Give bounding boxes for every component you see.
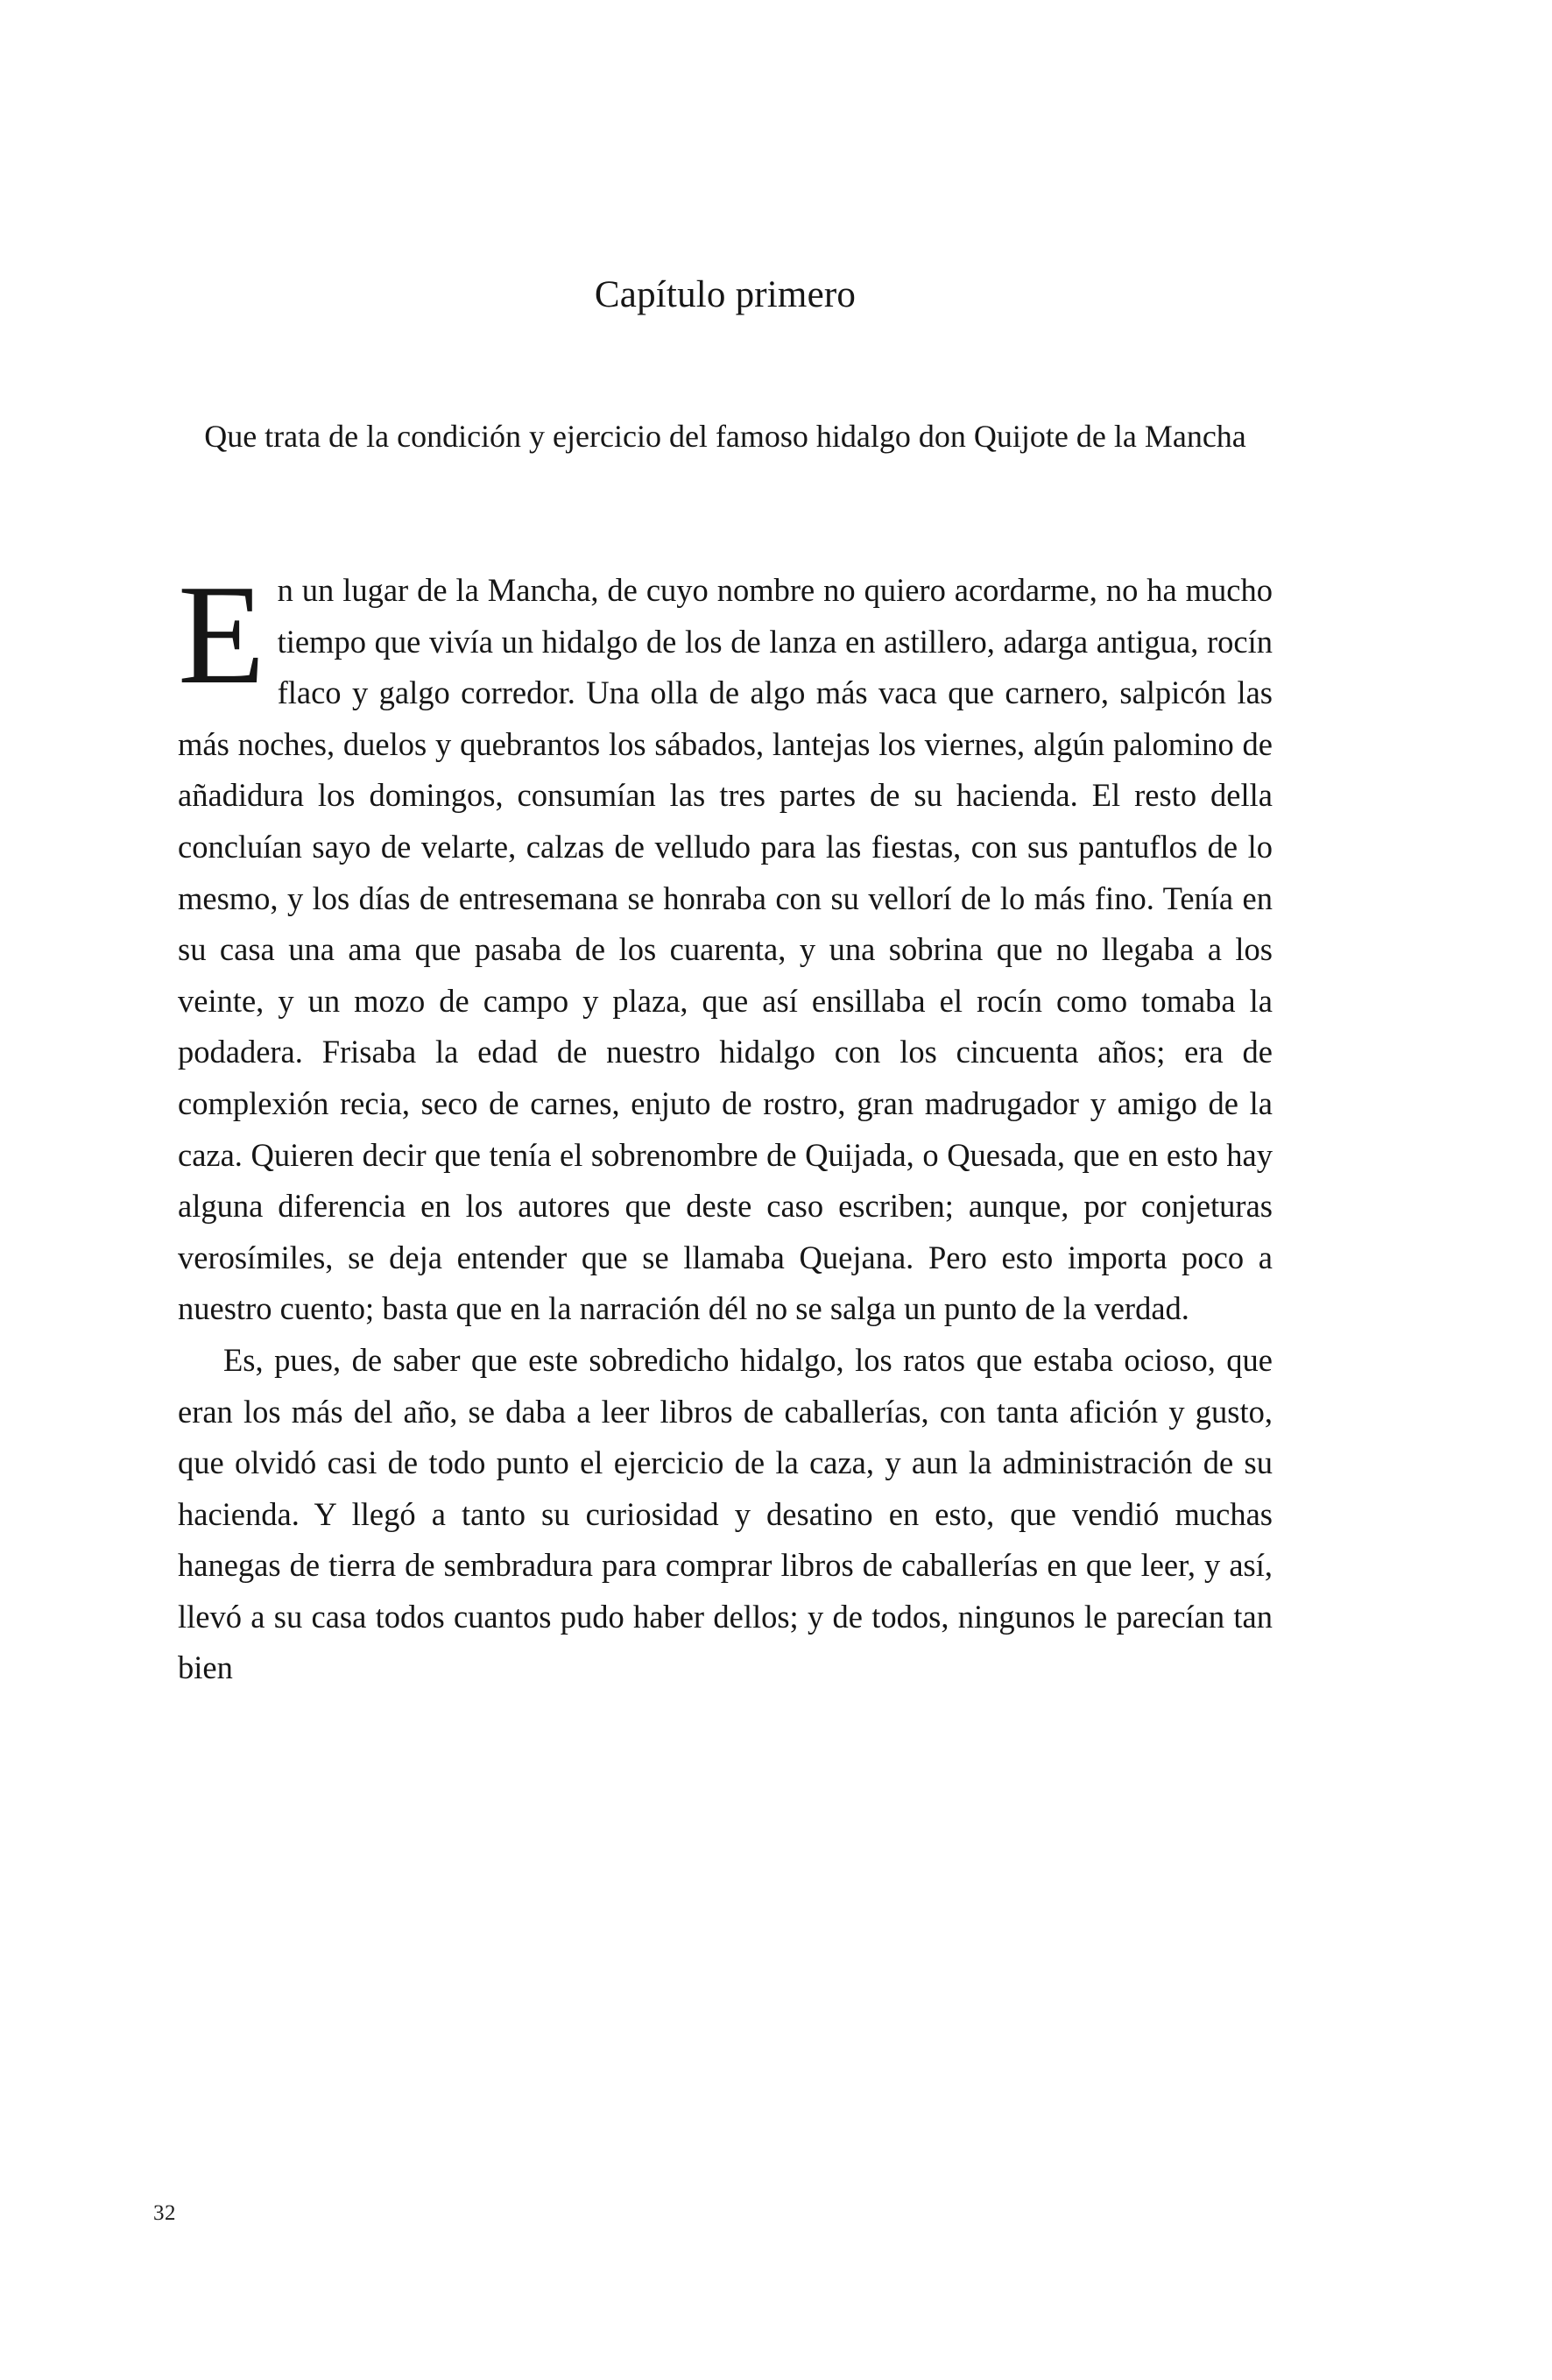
chapter-subtitle: Que trata de la condición y ejercicio del famoso hidalgo don Quijote de la Mancha — [204, 419, 1246, 454]
drop-cap-letter: E — [178, 556, 265, 714]
page-number: 32 — [153, 2201, 176, 2225]
paragraph-1-text: n un lugar de la Mancha, de cuyo nombre no quiero acordarme, no ha mucho tiempo que vivía un hidalgo de los de lanza en astillero, adarga antigua, rocín flaco y galgo corredor. Una olla de algo más vaca que carnero, salpicón las más noches, duelos y quebrantos los sábados, lantejas los viernes, algún palomino de añadidura los domingos, consumían las tres partes de su hacienda. El resto della concluían sayo de velarte, calzas de velludo para las fiestas, con sus pantuflos de lo mesmo, y los días de entresemana se honraba con su vellorí de lo más fino. Tenía en su casa una ama que pasaba de los cuarenta, y una sobrina que no llegaba a los veinte, y un mozo de campo y plaza, que así ensillaba el rocín como tomaba la podadera. Frisaba la edad de nuestro hidalgo con los cincuenta años; era de complexión recia, seco de carnes, enjuto de rostro, gran madrugador y amigo de la caza. Quieren decir que tenía el sobrenombre de Quijada, o Quesada, que en esto hay alguna diferencia en los autores que deste caso escriben; aunque, por conjeturas verosímiles, se deja entender que se llamaba Quejana. Pero esto importa poco a nuestro cuento; basta que en la narración dél no se salga un punto de la verdad. — [178, 572, 1273, 1327]
paragraph-2 — [178, 1335, 1273, 1694]
body-text — [178, 556, 1273, 1694]
paragraph-1 — [178, 556, 1273, 1335]
paragraph-2-text: Es, pues, de saber que este sobredicho hidalgo, los ratos que estaba ocioso, que eran los más del año, se daba a leer libros de caballerías, con tanta afición y gusto, que olvidó casi de todo punto el ejercicio de la caza, y aun la administración de su hacienda. Y llegó a tanto su curiosidad y desatino en esto, que vendió muchas hanegas de tierra de sembradura para comprar libros de caballerías en que leer, y así, llevó a su casa todos cuantos pudo haber dellos; y de todos, ningunos le parecían tan bien — [178, 1341, 1273, 1686]
chapter-title: Capítulo primero — [594, 273, 857, 315]
